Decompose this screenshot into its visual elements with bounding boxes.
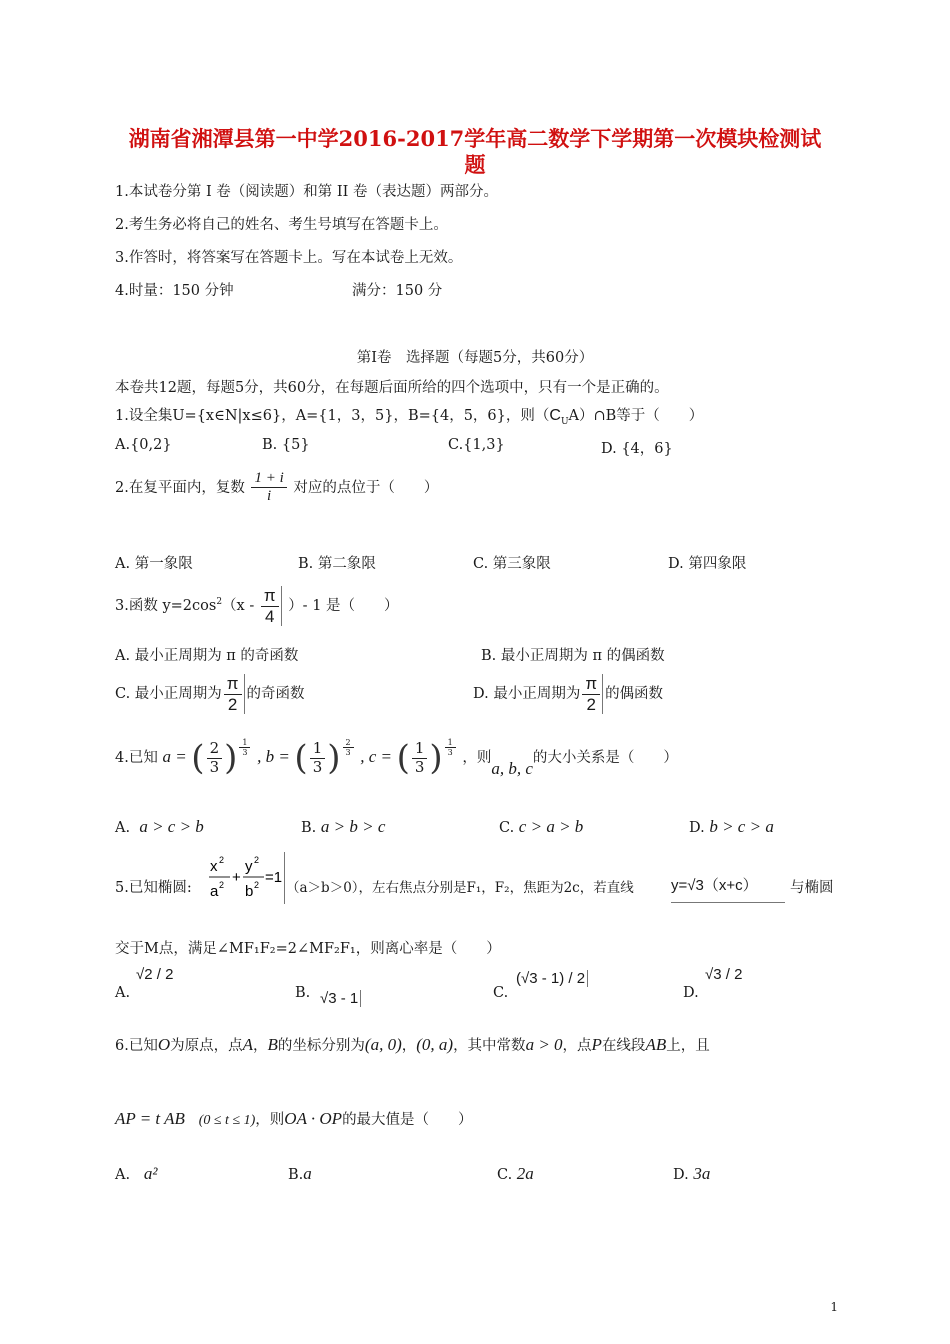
option-label: C. [497, 1167, 513, 1183]
constant-condition: a > 0 [525, 1035, 563, 1054]
option-expr: a [303, 1164, 312, 1183]
q3-option-d-tail: 的偶函数 [605, 686, 664, 703]
section-heading: 第Ⅰ卷 选择题（每题5分，共60分） [356, 350, 594, 366]
exponent-b [343, 738, 354, 757]
question-5-middle: （a＞b＞0），左右焦点分别是F₁，F₂，焦距为2c，若直线 [286, 880, 634, 896]
exponent-c [445, 738, 456, 757]
var-list: a, b, c [491, 759, 533, 778]
exp-num: 2 [343, 738, 354, 748]
exp-den: 3 [242, 748, 248, 758]
option-label: D. [689, 820, 705, 836]
point-b: B [267, 1035, 278, 1054]
svg-text:2: 2 [254, 855, 260, 865]
complex-fraction [251, 470, 286, 506]
option-label: D. [673, 1167, 689, 1183]
paren-left: ( [396, 738, 410, 778]
q6-text: 在线段 [601, 1038, 646, 1054]
q2-option-b: B. 第二象限 [298, 556, 376, 572]
frac-num: 2 [207, 740, 223, 758]
q2-option-c: C. 第三象限 [473, 556, 551, 572]
q6-text: 为原点，点 [170, 1038, 243, 1054]
q6-option-c [497, 1164, 534, 1184]
q6-text: 6.已知 [115, 1038, 158, 1054]
q1-option-d: D. {4，6} [601, 441, 673, 457]
option-label: A. [115, 1167, 131, 1183]
q1-option-c: C.{1,3} [448, 437, 505, 453]
question-1-stem-b: A）∩B等于（ ） [568, 408, 704, 424]
svg-text:2: 2 [219, 880, 225, 890]
option-expr: a > c > b [139, 817, 204, 836]
pi-numerator: π [582, 674, 600, 695]
var-a: a = [162, 747, 187, 766]
frac-den: 3 [414, 757, 425, 776]
coord-a: (a, 0) [364, 1035, 402, 1054]
instruction-1: 1.本试卷分第 I 卷（阅读题）和第 II 卷（表达题）两部分。 [115, 184, 498, 200]
exp-den: 3 [447, 748, 453, 758]
instruction-3: 3.作答时，将答案写在答题卡上。写在本试卷上无效。 [115, 250, 463, 266]
q2-option-a: A. 第一象限 [115, 556, 193, 572]
question-5-prefix: 5.已知椭圆: [115, 880, 192, 896]
coord-b: (0, a) [416, 1035, 454, 1054]
question-1-stem [115, 404, 703, 427]
dot-product: OA · OP [284, 1109, 343, 1128]
option-label: C. [499, 820, 515, 836]
q6-text: ， [401, 1038, 417, 1054]
pi-denominator: 4 [264, 606, 275, 626]
q6-option-d [673, 1164, 710, 1184]
q6-text: ，则 [255, 1112, 285, 1128]
exp-den: 3 [345, 748, 351, 758]
q6-text: 的坐标分别为 [277, 1038, 365, 1054]
fraction-denominator: i [267, 488, 272, 505]
question-5-suffix: 与椭圆 [790, 880, 834, 896]
pi-numerator: π [224, 674, 242, 695]
fraction-a [207, 740, 223, 776]
question-3-stem-b: （x - [222, 598, 255, 615]
paren-left: ( [294, 738, 308, 778]
svg-text:2: 2 [254, 880, 260, 890]
question-4-mid: ，则 [462, 750, 492, 766]
cos-exponent: 2 [216, 597, 223, 608]
q4-option-a [115, 817, 204, 837]
q6-text: ，其中常数 [453, 1038, 526, 1054]
exponent-a [239, 738, 250, 757]
svg-text:x: x [210, 858, 218, 875]
q4-option-b [301, 817, 385, 837]
svg-text:b: b [245, 883, 254, 900]
q4-option-d [689, 817, 774, 837]
q4-option-c [499, 817, 583, 837]
paren-right: ) [429, 738, 443, 778]
question-3-stem-c: ）- 1 是（ ） [288, 598, 399, 615]
q5-option-a-expr: √2 / 2 [136, 966, 174, 983]
vector-equation: AP = t AB [115, 1109, 185, 1128]
q3-option-b: B. 最小正周期为 π 的偶函数 [481, 648, 665, 664]
question-6-line2 [115, 1108, 473, 1129]
svg-text:a: a [210, 883, 219, 900]
pi-denominator: 2 [586, 694, 596, 714]
fraction-c [412, 740, 428, 776]
question-3-stem [115, 586, 399, 626]
frac-den: 3 [209, 757, 220, 776]
exp-num: 1 [239, 738, 250, 748]
q3-option-c [115, 674, 305, 714]
q1-option-a: A.{0,2} [115, 437, 172, 453]
q5-option-c-expr: (√3 - 1) / 2 [516, 970, 588, 987]
point-p: P [591, 1035, 602, 1054]
ellipse-equation-graphic [208, 852, 284, 904]
t-range: (0 ≤ t ≤ 1) [198, 1113, 256, 1128]
svg-text:2: 2 [219, 855, 225, 865]
svg-text:=1: =1 [265, 869, 283, 886]
pi-over-2 [224, 674, 245, 714]
q6-text: 的最大值是（ ） [342, 1112, 473, 1128]
exp-num: 1 [445, 738, 456, 748]
question-1-stem-a: 1.设全集U={x∈N|x≤6}，A={1，3，5}，B={4，5，6}，则（ [115, 408, 550, 424]
question-4-stem [115, 738, 678, 779]
fraction-b [310, 740, 326, 776]
pi-over-2 [582, 674, 603, 714]
pi-numerator: π [261, 586, 279, 607]
q3-option-a: A. 最小正周期为 π 的奇函数 [115, 648, 299, 664]
instruction-2: 2.考生务必将自己的姓名、考生号填写在答题卡上。 [115, 217, 448, 233]
document-title-line1: 湖南省湘潭县第一中学2016-2017学年高二数学下学期第一次模块检测试 [128, 126, 822, 151]
fraction-numerator: 1 + i [251, 470, 286, 488]
paren-right: ) [327, 738, 341, 778]
pi-denominator: 2 [227, 694, 238, 714]
question-6-line1 [115, 1034, 710, 1055]
option-expr: c > a > b [518, 817, 584, 836]
segment-ab: AB [645, 1035, 667, 1054]
instruction-time: 4.时量：150 分钟 [115, 283, 234, 299]
option-label: B. [301, 820, 317, 836]
frac-num: 1 [412, 740, 428, 758]
document-title-line2: 题 [464, 152, 486, 177]
q2-option-d: D. 第四象限 [668, 556, 747, 572]
q5-option-b-label: B. [295, 985, 311, 1001]
paren-right: ) [224, 738, 238, 778]
q5-option-c-label: C. [493, 985, 509, 1001]
option-label: B. [288, 1167, 304, 1183]
q6-text: 上，且 [666, 1038, 710, 1054]
option-expr: 3a [693, 1164, 711, 1183]
svg-text:y: y [245, 858, 253, 875]
frac-num: 1 [310, 740, 326, 758]
var-c: , c = [360, 747, 392, 766]
q1-option-b: B. {5} [262, 437, 310, 453]
q5-option-d-label: D. [683, 985, 699, 1001]
point-a: A [242, 1035, 254, 1054]
q3-option-c-tail: 的奇函数 [246, 686, 305, 703]
paren-left: ( [191, 738, 205, 778]
var-b: , b = [257, 747, 290, 766]
question-5-line2: 交于M点，满足∠MF₁F₂=2∠MF₂F₁，则离心率是（ ） [115, 941, 501, 957]
q6-option-b [288, 1164, 312, 1184]
instruction-score: 满分：150 分 [352, 283, 443, 299]
point-o: O [157, 1035, 171, 1054]
q3-option-c-text: C. 最小正周期为 [115, 686, 222, 703]
option-expr: 2a [516, 1164, 534, 1183]
question-2-stem-b: 对应的点位于（ ） [293, 479, 439, 496]
q5-option-d-expr: √3 / 2 [705, 966, 743, 983]
q3-option-d-text: D. 最小正周期为 [473, 686, 581, 703]
option-expr: b > c > a [709, 817, 774, 836]
complement-symbol: C [549, 407, 561, 424]
q5-option-b-expr: √3 - 1 [320, 990, 361, 1007]
ellipse-equation [208, 852, 285, 904]
line-equation: y=√3（x+c） [671, 874, 785, 903]
pi-over-4 [261, 586, 282, 626]
option-label: A. [115, 820, 131, 836]
question-4-prefix: 4.已知 [115, 750, 158, 766]
complement-subscript: U [560, 416, 569, 427]
q6-text: ， [253, 1038, 268, 1054]
question-2-stem [115, 470, 438, 506]
question-3-stem-a: 3.函数 y=2cos [115, 598, 217, 615]
option-expr: a > b > c [320, 817, 386, 836]
option-expr: a² [143, 1164, 158, 1183]
q6-option-a [115, 1164, 158, 1184]
section-intro: 本卷共12题，每题5分，共60分，在每题后面所给的四个选项中，只有一个是正确的。 [115, 380, 669, 396]
q3-option-d [473, 674, 663, 714]
svg-text:+: + [232, 869, 241, 886]
q5-option-a-label: A. [115, 985, 131, 1001]
question-2-stem-a: 2.在复平面内，复数 [115, 479, 245, 496]
page-number: 1 [830, 1300, 838, 1314]
q6-text: ，点 [562, 1038, 592, 1054]
frac-den: 3 [312, 757, 323, 776]
question-4-suffix: 的大小关系是（ ） [532, 750, 678, 766]
